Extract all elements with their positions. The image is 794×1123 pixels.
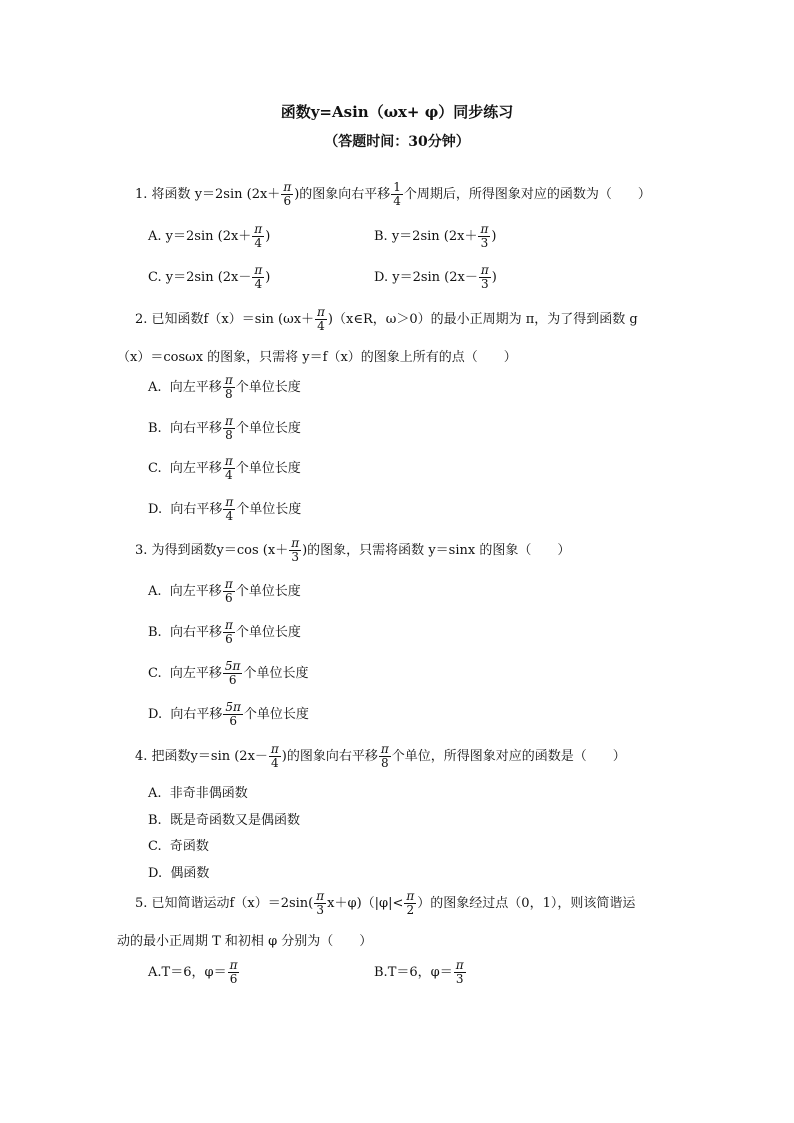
q5-option-b: B.T＝6，φ＝ $\frac{\pi}{3}$ [374,958,464,986]
q2-option-a: A. 向左平移 $\frac{\pi}{8}$ 个单位长度 [148,373,301,401]
q1-option-a: A. y＝2sin (2x＋ $\frac{\pi}{4}$ ) [148,222,271,250]
q1-option-c: C. y＝2sin (2x－ $\frac{\pi}{4}$ ) [148,263,271,291]
q4-option-a: A. 非奇非偶函数 [148,786,248,801]
q1-func-suffix: )的图象向右平移 [294,187,391,202]
question-3: 3. 为得到函数y＝cos (x＋ $\frac{\pi}{3}$ )的图象，只需将函数 y＝sinx 的图象（ ） [135,536,571,564]
q1-option-d: D. y＝2sin (2x－ $\frac{\pi}{3}$ ) [374,263,497,291]
q3-option-d: D. 向右平移 $\frac{5\pi}{6}$ 个单位长度 [148,700,309,728]
page-title: 函数y=Asin（ωx+ φ）同步练习 [280,103,514,121]
question-5-cont: 动的最小正周期 T 和初相 φ 分别为（ ） [117,934,373,949]
question-2: 2. 已知函数f（x）＝sin (ωx＋ $\frac{\pi}{4}$ )（x∈R，ω＞0）的最小正周期为 π，为了得到函数 g [135,305,638,333]
q1-option-b: B. y＝2sin (2x＋ $\frac{\pi}{3}$ ) [374,222,497,250]
question-5: 5. 已知简谐运动f（x）＝2sin( $\frac{\pi}{3}$ x＋φ)（|φ|< $\frac{\pi}{2}$ ）的图象经过点（0，1），则该简谐运 [135,889,636,917]
q1-lead: 1. 将函数 [135,187,191,202]
q4-option-c: C. 奇函数 [148,839,209,854]
q2-option-d: D. 向右平移 $\frac{\pi}{4}$ 个单位长度 [148,495,302,523]
q1-func: y＝2sin (2x＋ [194,187,281,202]
q4-option-b: B. 既是奇函数又是偶函数 [148,813,300,828]
page-subtitle: （答题时间：30分钟） [324,134,470,150]
question-1 [135,175,651,215]
q3-option-c: C. 向左平移 $\frac{5\pi}{6}$ 个单位长度 [148,659,309,687]
q3-option-a: A. 向左平移 $\frac{\pi}{6}$ 个单位长度 [148,577,301,605]
q1-frac: $\frac{\pi}{6}$ [283,180,292,208]
q2-option-b: B. 向右平移 $\frac{\pi}{8}$ 个单位长度 [148,414,301,442]
q1-shift-frac: $\frac{1}{4}$ [393,180,401,208]
q1-tail: 个周期后，所得图象对应的函数为（ ） [403,187,651,202]
question-2-cont: （x）＝cosωx 的图象，只需将 y＝f（x）的图象上所有的点（ ） [117,350,517,365]
q2-option-c: C. 向左平移 $\frac{\pi}{4}$ 个单位长度 [148,454,301,482]
question-4: 4. 把函数y＝sin (2x－ $\frac{\pi}{4}$ )的图象向右平移 $\frac{\pi}{8}$ 个单位，所得图象对应的函数是（ ） [135,742,626,770]
q5-option-a: A.T＝6，φ＝ $\frac{\pi}{6}$ [148,958,238,986]
q4-option-d: D. 偶函数 [148,866,210,881]
q3-option-b: B. 向右平移 $\frac{\pi}{6}$ 个单位长度 [148,618,301,646]
